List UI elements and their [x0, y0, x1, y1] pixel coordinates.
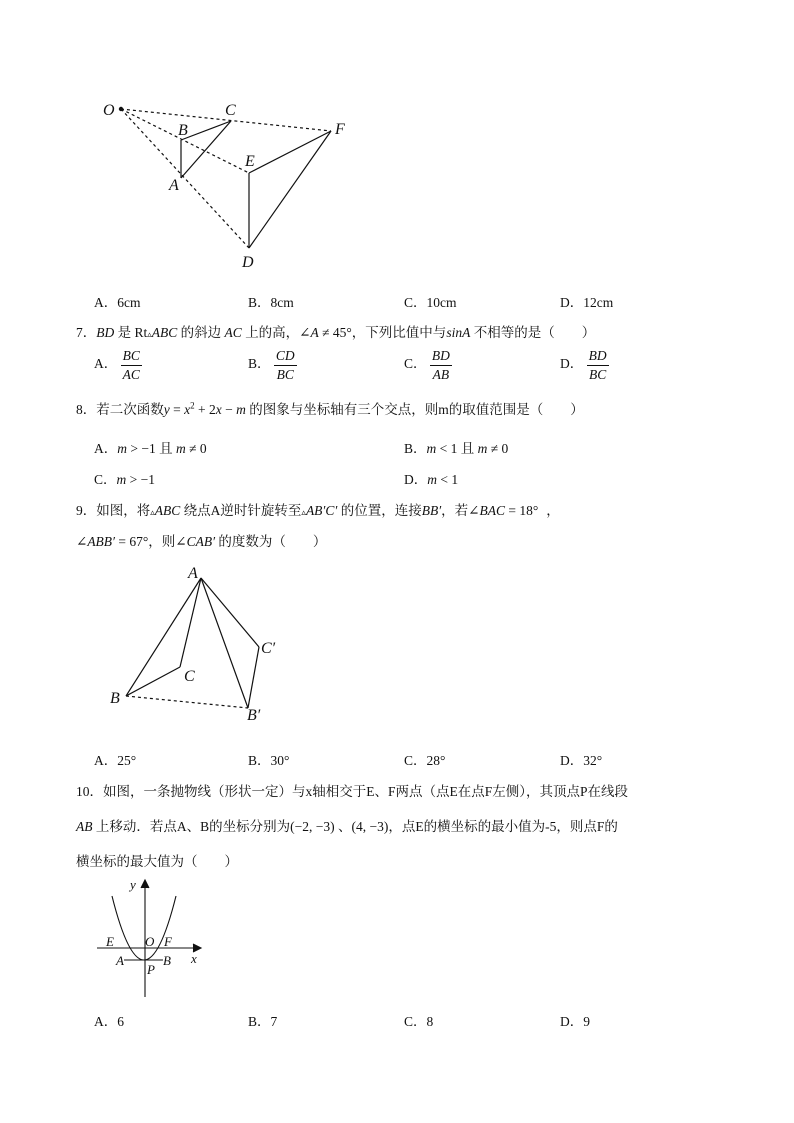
label-O: O: [103, 102, 115, 119]
question-number: 9．: [76, 503, 97, 518]
q6-option-d[interactable]: [560, 291, 613, 311]
stem-text: ，若∠: [441, 503, 480, 518]
segment-AC: [180, 578, 201, 667]
question-10-stem-line3: [76, 850, 238, 870]
option-text: 10cm: [426, 295, 457, 310]
question-10-stem-line1: [76, 780, 628, 800]
math-text: ABB′: [87, 534, 116, 549]
segment-DF: [249, 131, 331, 248]
math-text: ∠: [76, 534, 88, 549]
question-number: 10．: [76, 784, 103, 799]
math-text: ≠ 0: [487, 441, 509, 456]
q8-option-c[interactable]: [94, 468, 155, 488]
segment-AC: [181, 121, 231, 178]
math-text: < 1 且: [436, 441, 478, 456]
segment-B-prime-C-prime: [248, 647, 259, 708]
y-axis-arrow: [141, 880, 149, 888]
q7-option-a[interactable]: [94, 348, 142, 382]
fraction: [587, 348, 609, 382]
triangle-symbol: ▵: [150, 507, 155, 517]
segment-BC: [181, 121, 231, 140]
parabola-curve: [112, 896, 176, 960]
figure-q9-rotated-triangle: [105, 560, 295, 725]
numerator: CD: [274, 348, 297, 366]
math-text: m: [477, 441, 488, 456]
math-text: A: [310, 325, 319, 340]
option-letter: A．: [94, 1014, 118, 1029]
option-letter: D．: [560, 753, 584, 768]
label-C: C: [184, 668, 195, 685]
question-9-stem-line1: [76, 499, 560, 519]
q7-option-d[interactable]: [560, 348, 609, 382]
segment-BC: [126, 667, 180, 696]
question-7-stem: [76, 321, 595, 341]
math-text: AB: [76, 819, 93, 834]
q9-option-c[interactable]: [404, 749, 445, 769]
stem-text: 的度数为（ ）: [215, 534, 327, 549]
triangle-symbol: ▵: [147, 329, 152, 339]
numerator: BD: [430, 348, 452, 366]
q6-option-c[interactable]: [404, 291, 457, 311]
denominator: BC: [588, 366, 607, 382]
option-text: 32°: [583, 753, 603, 768]
math-text: > −1 且: [127, 441, 176, 456]
label-C-prime: C′: [261, 640, 276, 657]
fraction: [430, 348, 452, 382]
figure-q10-parabola: [95, 872, 210, 1000]
segment-AC-prime: [201, 578, 259, 647]
segment-AB-prime: [201, 578, 248, 708]
q10-option-c[interactable]: [404, 1010, 433, 1030]
q8-option-d[interactable]: [404, 468, 458, 488]
math-text: ABC: [154, 503, 181, 518]
math-text: =: [169, 402, 185, 417]
q8-option-b[interactable]: [404, 437, 508, 457]
label-B-prime: B′: [247, 707, 261, 724]
question-8-stem: [76, 398, 584, 418]
label-B: B: [163, 953, 171, 968]
option-letter: B．: [248, 1014, 271, 1029]
option-letter: A．: [94, 356, 118, 372]
option-text: 7: [270, 1014, 278, 1029]
q6-option-b[interactable]: [248, 291, 294, 311]
numerator: BD: [587, 348, 609, 366]
math-text: −: [221, 402, 237, 417]
label-C: C: [225, 102, 236, 119]
label-A: A: [116, 953, 124, 968]
option-text: 8cm: [270, 295, 294, 310]
question-number: 8．: [76, 402, 97, 417]
denominator: BC: [276, 366, 294, 382]
question-10-stem-line2: [76, 815, 618, 835]
q10-option-d[interactable]: [560, 1010, 590, 1030]
math-text: m: [116, 472, 127, 487]
stem-text: 是 Rt: [114, 325, 148, 340]
label-P: P: [147, 962, 155, 977]
label-B: B: [178, 122, 188, 139]
label-B: B: [110, 690, 120, 707]
stem-text: 如图，将: [96, 503, 151, 518]
math-text: m: [175, 441, 186, 456]
denominator: AC: [122, 366, 140, 382]
math-text: y: [163, 402, 170, 417]
math-text: + 2: [194, 402, 216, 417]
stem-text: ≠ 45°，下列比值中与: [318, 325, 447, 340]
math-text: < 1: [437, 472, 459, 487]
math-text: m: [427, 472, 437, 487]
segment-BB-prime: [126, 696, 248, 708]
label-O: O: [145, 934, 155, 949]
stem-text: 、: [334, 819, 352, 834]
label-E: E: [245, 153, 255, 170]
math-text: > −1: [126, 472, 155, 487]
stem-text: 横坐标的最大值为（ ）: [76, 854, 238, 869]
option-text: 25°: [117, 753, 137, 768]
q10-option-b[interactable]: [248, 1010, 277, 1030]
option-letter: A．: [94, 295, 118, 310]
q9-option-a[interactable]: [94, 749, 136, 769]
stem-text: 的位置，连接: [337, 503, 422, 518]
fraction: [274, 348, 297, 382]
fraction: [121, 348, 142, 382]
label-x: x: [191, 951, 197, 966]
option-letter: D．: [560, 356, 584, 372]
denominator: AB: [432, 366, 450, 382]
option-letter: B．: [248, 753, 271, 768]
stem-text: 上的高，∠: [241, 325, 311, 340]
label-A: A: [169, 177, 179, 194]
option-letter: B．: [404, 441, 427, 456]
math-text: m: [117, 441, 127, 456]
math-text: ≠ 0: [185, 441, 207, 456]
option-letter: C．: [404, 295, 427, 310]
q6-option-a[interactable]: [94, 291, 141, 311]
math-text: (−2, −3): [290, 819, 335, 834]
stem-text: 不相等的是（ ）: [470, 325, 596, 340]
option-letter: C．: [404, 356, 427, 372]
math-text: = 18°: [504, 503, 539, 518]
option-text: 28°: [426, 753, 446, 768]
stem-text: 若二次函数: [96, 402, 164, 417]
option-text: 8: [426, 1014, 434, 1029]
math-text: x: [215, 402, 222, 417]
numerator: BC: [121, 348, 142, 366]
math-text: BB′: [421, 503, 442, 518]
math-text: m: [426, 441, 437, 456]
math-text: sinA: [446, 325, 471, 340]
q10-option-a[interactable]: [94, 1010, 124, 1030]
math-text: BD: [96, 325, 115, 340]
math-text: AC: [224, 325, 242, 340]
stem-text: 绕点A逆时针旋转至: [180, 503, 302, 518]
math-text: (4, −3): [351, 819, 389, 834]
option-letter: C．: [94, 472, 117, 487]
stem-text: 上移动．若点A、B的坐标分别为: [92, 819, 291, 834]
label-D: D: [242, 254, 254, 271]
question-number: 7．: [76, 325, 97, 340]
q9-option-d[interactable]: [560, 749, 602, 769]
option-text: 6: [117, 1014, 124, 1029]
stem-text: 的图象与坐标轴有三个交点，则m的取值范围是（ ）: [245, 402, 584, 417]
math-text: AB′C′: [305, 503, 338, 518]
math-text: BAC: [479, 503, 505, 518]
segment-EF: [249, 131, 331, 173]
label-F: F: [335, 121, 345, 138]
label-y: y: [130, 877, 136, 892]
stem-text: 的斜边: [177, 325, 225, 340]
stem-text: ，点E的横坐标的最小值为-5，则点F的: [388, 819, 618, 834]
option-letter: B．: [248, 356, 271, 372]
option-text: 6cm: [117, 295, 141, 310]
option-letter: A．: [94, 753, 118, 768]
math-text: x: [184, 402, 191, 417]
option-letter: A．: [94, 441, 118, 456]
q7-option-b[interactable]: [248, 348, 297, 382]
option-letter: D．: [404, 472, 428, 487]
math-text: ABC: [151, 325, 178, 340]
option-letter: C．: [404, 1014, 427, 1029]
math-text: = 67°: [115, 534, 149, 549]
stem-text: ，: [546, 503, 560, 518]
stem-text: ，则∠: [148, 534, 187, 549]
exponent: 2: [190, 400, 195, 411]
label-E: E: [106, 934, 114, 949]
figure-q6-similar-triangles: [95, 95, 365, 275]
option-letter: D．: [560, 1014, 584, 1029]
point-O: [119, 107, 123, 111]
option-text: 9: [583, 1014, 590, 1029]
stem-text: 如图，一条抛物线（形状一定）与x轴相交于E、F两点（点E在点F左侧），其顶点P在线段: [103, 784, 629, 799]
q8-option-a[interactable]: [94, 437, 207, 457]
option-text: 12cm: [583, 295, 614, 310]
option-text: 30°: [270, 753, 290, 768]
option-letter: B．: [248, 295, 271, 310]
question-9-stem-line2: [76, 530, 326, 550]
label-A: A: [188, 565, 198, 582]
q9-option-b[interactable]: [248, 749, 289, 769]
label-F: F: [164, 934, 172, 949]
option-letter: D．: [560, 295, 584, 310]
option-letter: C．: [404, 753, 427, 768]
triangle-symbol: ▵: [301, 507, 306, 517]
math-text: m: [236, 402, 246, 417]
q7-option-c[interactable]: [404, 348, 452, 382]
math-text: CAB′: [186, 534, 216, 549]
